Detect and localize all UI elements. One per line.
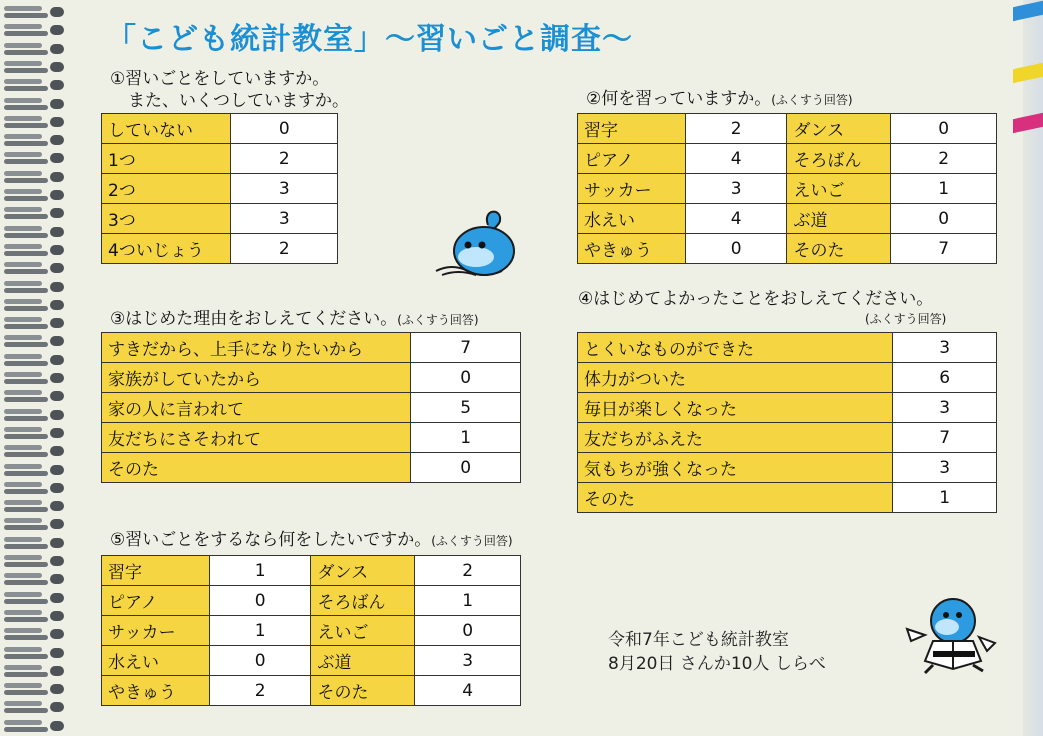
row-value-left: 0	[209, 586, 311, 616]
row-value: 3	[231, 174, 338, 204]
row-value-right: 3	[415, 646, 521, 676]
row-label: 2つ	[102, 174, 231, 204]
row-label-right: ダンス	[787, 114, 891, 144]
table-row	[102, 363, 521, 393]
row-label: 3つ	[102, 204, 231, 234]
row-label-left: サッカー	[102, 616, 210, 646]
page-edge	[1023, 0, 1043, 736]
spiral-ring	[4, 315, 66, 331]
row-value-right: 0	[891, 204, 997, 234]
row-label-right: ぶ道	[787, 204, 891, 234]
q4-note: (ふくすう回答)	[865, 312, 947, 326]
spiral-ring	[4, 626, 66, 642]
table-row	[102, 676, 521, 706]
row-value-right: 7	[891, 234, 997, 264]
row-value-right: 2	[415, 556, 521, 586]
table-row	[578, 144, 997, 174]
row-value-left: 4	[685, 144, 787, 174]
row-value-left: 0	[209, 646, 311, 676]
footnote-line2: 8月20日 さんか10人 しらべ	[608, 654, 826, 674]
row-label-left: 水えい	[578, 204, 686, 234]
spiral-ring	[4, 443, 66, 459]
spiral-ring	[4, 22, 66, 38]
spiral-ring	[4, 498, 66, 514]
swimming-mascot-icon	[432, 205, 532, 280]
row-value-left: 0	[685, 234, 787, 264]
q2-table	[577, 113, 997, 264]
row-value: 7	[893, 423, 997, 453]
row-value-right: 4	[415, 676, 521, 706]
row-label-left: やきゅう	[578, 234, 686, 264]
spiral-ring	[4, 645, 66, 661]
table-row	[102, 114, 338, 144]
row-value-left: 1	[209, 616, 311, 646]
row-label: 友だちがふえた	[578, 423, 893, 453]
row-value: 0	[411, 453, 521, 483]
row-label-left: 習字	[102, 556, 210, 586]
spiral-ring	[4, 718, 66, 734]
row-label: 毎日が楽しくなった	[578, 393, 893, 423]
table-row	[578, 114, 997, 144]
spiral-ring	[4, 407, 66, 423]
row-label: とくいなものができた	[578, 333, 893, 363]
table-row	[578, 423, 997, 453]
q1-table	[101, 113, 338, 264]
spiral-ring	[4, 224, 66, 240]
row-label-right: そのた	[311, 676, 415, 706]
row-label: 1つ	[102, 144, 231, 174]
spiral-ring	[4, 205, 66, 221]
row-value-right: 0	[891, 114, 997, 144]
spiral-ring	[4, 187, 66, 203]
row-value: 0	[411, 363, 521, 393]
spiral-ring	[4, 370, 66, 386]
row-label-left: ピアノ	[578, 144, 686, 174]
table-row	[578, 234, 997, 264]
row-label-left: やきゅう	[102, 676, 210, 706]
spiral-ring	[4, 535, 66, 551]
table-row	[102, 204, 338, 234]
table-row	[102, 646, 521, 676]
table-row	[102, 556, 521, 586]
q5-label: ⑤習いごとをするなら何をしたいですか。	[110, 530, 432, 550]
page-title: 「こども統計教室」〜習いごと調査〜	[106, 22, 633, 57]
table-row	[102, 616, 521, 646]
spiral-ring	[4, 608, 66, 624]
q1-line2: また、いくつしていますか。	[128, 91, 349, 111]
row-value: 3	[893, 393, 997, 423]
row-value: 2	[231, 234, 338, 264]
q2-label: ②何を習っていますか。	[586, 89, 772, 109]
survey-footnote	[608, 628, 826, 676]
row-label-right: そのた	[787, 234, 891, 264]
q1-question	[110, 68, 349, 112]
row-value: 2	[231, 144, 338, 174]
spiral-ring	[4, 480, 66, 496]
row-label-right: えいご	[311, 616, 415, 646]
judo-mascot-icon	[903, 595, 998, 675]
q3-note: (ふくすう回答)	[397, 313, 479, 327]
row-label: していない	[102, 114, 231, 144]
row-value: 3	[231, 204, 338, 234]
row-value: 1	[893, 483, 997, 513]
spiral-ring	[4, 571, 66, 587]
row-label: すきだから、上手になりたいから	[102, 333, 411, 363]
spiral-ring	[4, 663, 66, 679]
row-value-right: 1	[415, 586, 521, 616]
spiral-ring	[4, 699, 66, 715]
table-row	[578, 204, 997, 234]
spiral-ring	[4, 553, 66, 569]
spiral-ring	[4, 425, 66, 441]
spiral-ring	[4, 388, 66, 404]
table-row	[102, 393, 521, 423]
q1-line1: ①習いごとをしていますか。	[110, 69, 330, 89]
table-row	[102, 333, 521, 363]
row-value-left: 3	[685, 174, 787, 204]
table-row	[578, 393, 997, 423]
row-value: 3	[893, 333, 997, 363]
spiral-binding	[0, 0, 70, 736]
row-value: 5	[411, 393, 521, 423]
q4-note-line	[865, 307, 946, 330]
spiral-ring	[4, 150, 66, 166]
spiral-ring	[4, 242, 66, 258]
spiral-ring	[4, 516, 66, 532]
row-label-right: えいご	[787, 174, 891, 204]
row-label: 家の人に言われて	[102, 393, 411, 423]
row-value: 0	[231, 114, 338, 144]
q5-table	[101, 555, 521, 706]
footnote-line1: 令和7年こども統計教室	[608, 630, 789, 650]
row-value-right: 0	[415, 616, 521, 646]
table-row	[578, 483, 997, 513]
table-row	[578, 363, 997, 393]
row-label-left: 水えい	[102, 646, 210, 676]
spiral-ring	[4, 96, 66, 112]
q3-label: ③はじめた理由をおしえてください。	[110, 309, 398, 329]
row-label-right: ダンス	[311, 556, 415, 586]
spiral-ring	[4, 169, 66, 185]
row-label: そのた	[578, 483, 893, 513]
row-value: 6	[893, 363, 997, 393]
row-label: 気もちが強くなった	[578, 453, 893, 483]
spiral-ring	[4, 279, 66, 295]
table-row	[102, 144, 338, 174]
row-label: そのた	[102, 453, 411, 483]
row-value-left: 2	[685, 114, 787, 144]
q2-note: (ふくすう回答)	[771, 93, 853, 107]
spiral-ring	[4, 114, 66, 130]
row-label: 家族がしていたから	[102, 363, 411, 393]
row-label: 友だちにさそわれて	[102, 423, 411, 453]
table-row	[102, 174, 338, 204]
spiral-ring	[4, 590, 66, 606]
row-value-left: 2	[209, 676, 311, 706]
spiral-ring	[4, 59, 66, 75]
q2-question	[586, 88, 853, 111]
row-label: 4ついじょう	[102, 234, 231, 264]
row-label-left: 習字	[578, 114, 686, 144]
table-row	[102, 423, 521, 453]
row-value-left: 1	[209, 556, 311, 586]
row-label-right: そろばん	[787, 144, 891, 174]
row-label: 体力がついた	[578, 363, 893, 393]
spiral-ring	[4, 4, 66, 20]
spiral-ring	[4, 333, 66, 349]
spiral-ring	[4, 77, 66, 93]
row-value: 7	[411, 333, 521, 363]
row-label-right: ぶ道	[311, 646, 415, 676]
table-row	[102, 586, 521, 616]
q3-question	[110, 308, 479, 331]
row-value: 3	[893, 453, 997, 483]
table-row	[102, 453, 521, 483]
q3-table	[101, 332, 521, 483]
row-label-left: ピアノ	[102, 586, 210, 616]
q4-label: ④はじめてよかったことをおしえてください。	[578, 289, 934, 309]
spiral-ring	[4, 260, 66, 276]
row-value-right: 2	[891, 144, 997, 174]
spiral-ring	[4, 681, 66, 697]
spiral-ring	[4, 132, 66, 148]
q4-table	[577, 332, 997, 513]
row-value-right: 1	[891, 174, 997, 204]
row-label-left: サッカー	[578, 174, 686, 204]
row-value: 1	[411, 423, 521, 453]
table-row	[102, 234, 338, 264]
spiral-ring	[4, 297, 66, 313]
row-value-left: 4	[685, 204, 787, 234]
spiral-ring	[4, 352, 66, 368]
q5-question	[110, 529, 513, 552]
spiral-ring	[4, 462, 66, 478]
spiral-ring	[4, 41, 66, 57]
q5-note: (ふくすう回答)	[431, 534, 513, 548]
table-row	[578, 453, 997, 483]
table-row	[578, 333, 997, 363]
table-row	[578, 174, 997, 204]
row-label-right: そろばん	[311, 586, 415, 616]
